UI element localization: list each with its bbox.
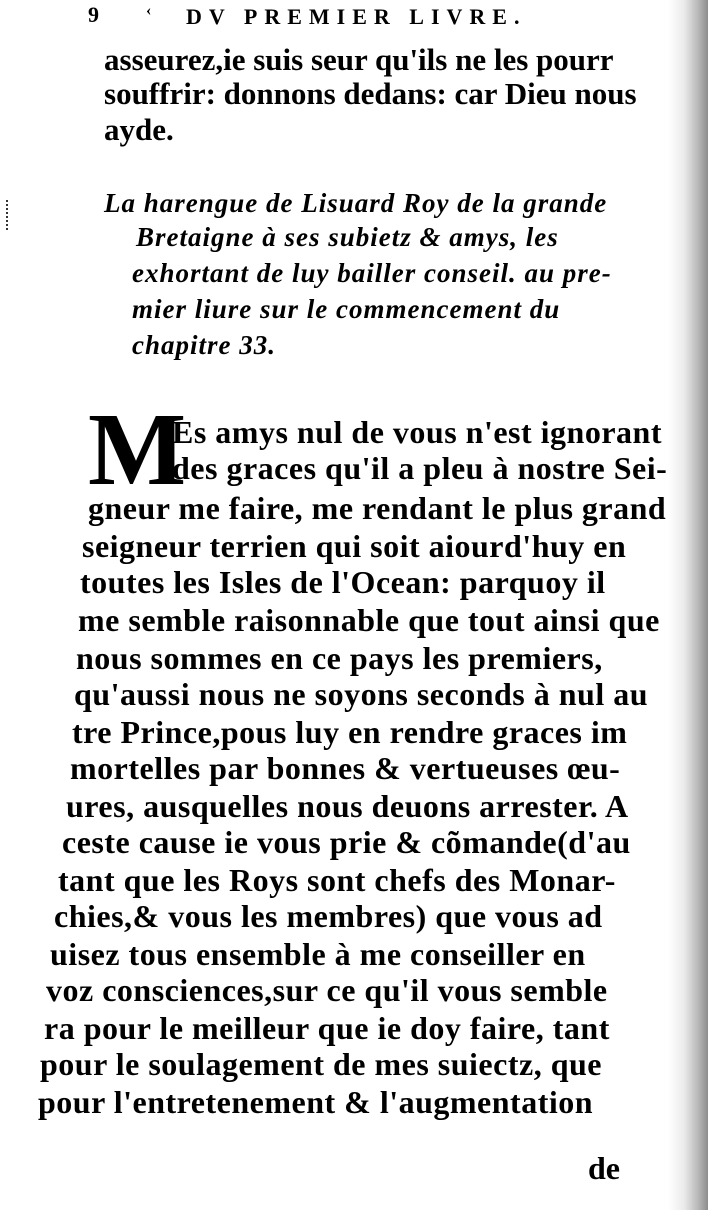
text-line: pour l'entretenement & l'augmentation <box>38 1084 594 1120</box>
heading-line: mier liure sur le commencement du <box>132 294 561 324</box>
text-line: ayde. <box>104 112 174 147</box>
drop-cap: M <box>88 392 187 507</box>
text-line: souffrir: donnons dedans: car Dieu nous <box>104 76 637 111</box>
text-line: pour le soulagement de mes suiectz, que <box>40 1046 602 1082</box>
heading-line: chapitre 33. <box>132 330 276 360</box>
text-line: ra pour le meilleur que ie doy faire, tant <box>44 1010 610 1046</box>
text-line: Es amys nul de vous n'est ignorant <box>172 414 662 450</box>
text-line: gneur me faire, me rendant le plus grand <box>88 490 667 526</box>
text-line: tant que les Roys sont chefs des Monar- <box>58 862 616 898</box>
text-line: tre Prince,pous luy en rendre graces im <box>72 714 628 750</box>
text-line: voz consciences,sur ce qu'il vous semble <box>46 972 608 1008</box>
text-line: chies,& vous les membres) que vous ad <box>54 898 603 934</box>
page-speckle <box>6 200 14 230</box>
text-line: ures, ausquelles nous deuons arrester. A <box>66 788 629 824</box>
ornament-mark: ‹ <box>146 2 159 19</box>
text-line: nous sommes en ce pays les premiers, <box>76 640 603 676</box>
text-line: seigneur terrien qui soit aiourd'huy en <box>82 528 627 564</box>
running-title: DV PREMIER LIVRE. <box>186 4 527 29</box>
heading-line: Bretaigne à ses subietz & amys, les <box>136 222 559 252</box>
text-line: mortelles par bonnes & vertueuses œu- <box>70 750 621 786</box>
text-line: asseurez,ie suis seur qu'ils ne les pourr <box>104 42 614 77</box>
running-head <box>88 2 678 42</box>
page-gutter-shadow <box>668 0 708 1210</box>
page-number: 9 <box>88 2 106 27</box>
text-line: toutes les Isles de l'Ocean: parquoy il <box>80 564 606 600</box>
text-line: ceste cause ie vous prie & cõmande(d'au <box>62 824 631 860</box>
text-line: des graces qu'il a pleu à nostre Sei- <box>172 450 668 486</box>
text-line: uisez tous ensemble à me conseiller en <box>50 936 586 972</box>
heading-line: exhortant de luy bailler conseil. au pre- <box>132 258 612 288</box>
catchword: de <box>588 1150 620 1186</box>
text-line: me semble raisonnable que tout ainsi que <box>78 602 660 638</box>
heading-line: La harengue de Lisuard Roy de la grande <box>104 188 608 218</box>
text-line: qu'aussi nous ne soyons seconds à nul au <box>74 676 649 712</box>
